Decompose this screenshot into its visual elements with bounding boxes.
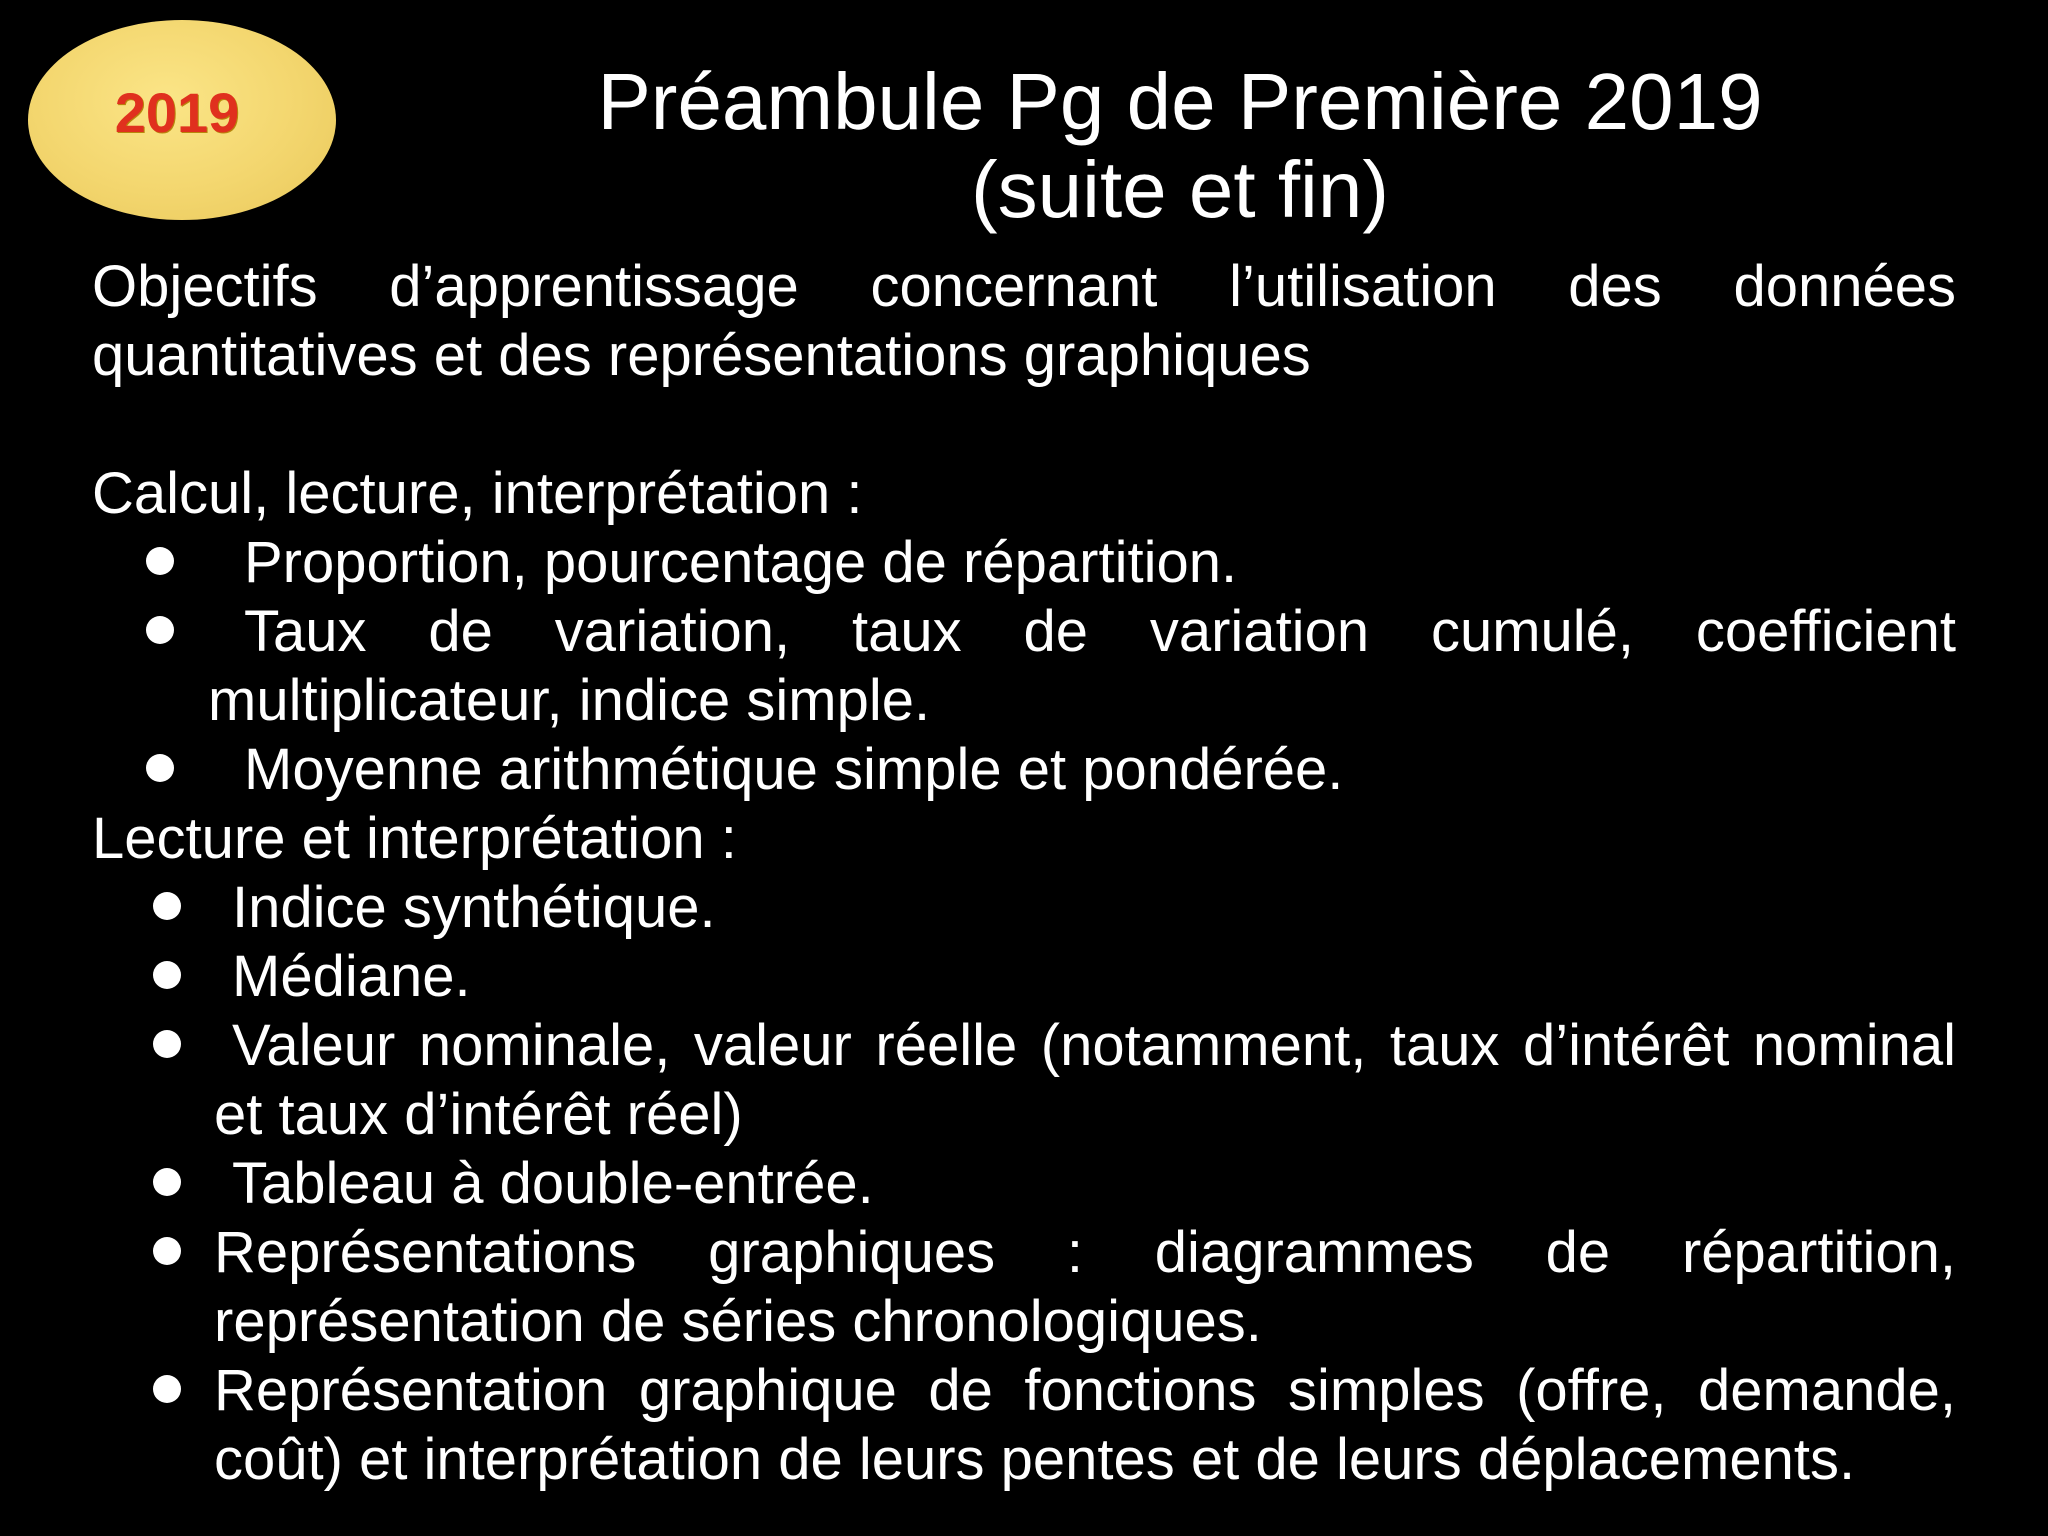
bullet-dot-icon — [153, 1375, 181, 1403]
bullet-text: Moyenne arithmétique simple et pondérée. — [244, 737, 1344, 802]
bullet-item — [92, 1218, 1956, 1356]
section-heading-lecture: Lecture et interprétation : — [92, 806, 737, 871]
bullet-item — [92, 528, 1956, 597]
bullet-item — [92, 1011, 1956, 1149]
intro-paragraph: Objectifs d’apprentissage concernant l’utilisation des données quantitatives et des représentations graphiques — [92, 254, 1956, 388]
bullet-dot-icon — [153, 1237, 181, 1265]
blank-line — [92, 390, 1956, 459]
bullet-item — [92, 735, 1956, 804]
section-heading-calcul: Calcul, lecture, interprétation : — [92, 461, 863, 526]
bullet-text: Indice synthétique. — [232, 875, 716, 940]
bullet-text: Tableau à double-entrée. — [232, 1151, 874, 1216]
bullet-dot-icon — [146, 754, 174, 782]
slide-title — [540, 58, 1820, 234]
slide-title-line1: Préambule Pg de Première 2019 — [597, 57, 1763, 146]
bullet-item — [92, 1356, 1956, 1494]
bullet-text: Représentation graphique de fonctions simples (offre, demande, coût) et interprétation de leurs pentes et de leurs déplacements. — [214, 1358, 1956, 1492]
slide-body — [92, 252, 1956, 1494]
bullet-dot-icon — [153, 1030, 181, 1058]
bullet-text: Médiane. — [232, 944, 471, 1009]
bullet-dot-icon — [153, 1168, 181, 1196]
year-badge-label: 2019 — [114, 80, 240, 144]
bullet-dot-icon — [146, 616, 174, 644]
bullet-text: Taux de variation, taux de variation cumulé, coefficient multiplicateur, indice simple. — [208, 599, 1956, 733]
bullet-dot-icon — [146, 547, 174, 575]
bullet-dot-icon — [153, 961, 181, 989]
bullet-item — [92, 597, 1956, 735]
bullet-text: Valeur nominale, valeur réelle (notamment, taux d’intérêt nominal et taux d’intérêt réel) — [214, 1013, 1956, 1147]
slide-title-line2: (suite et fin) — [971, 145, 1389, 234]
year-badge — [28, 20, 336, 220]
bullet-text: Proportion, pourcentage de répartition. — [244, 530, 1238, 595]
bullet-item — [92, 1149, 1956, 1218]
bullet-list-calcul — [92, 528, 1956, 804]
bullet-text: Représentations graphiques : diagrammes de répartition, représentation de séries chronologiques. — [214, 1220, 1956, 1354]
bullet-dot-icon — [153, 892, 181, 920]
bullet-item — [92, 873, 1956, 942]
bullet-list-lecture — [92, 873, 1956, 1494]
bullet-item — [92, 942, 1956, 1011]
